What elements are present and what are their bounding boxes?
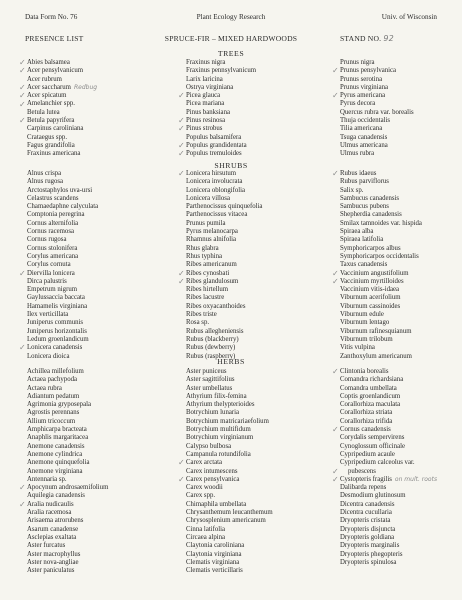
species-name: Lonicera hirsutum [186,170,237,177]
check-mark: ✓ [178,124,185,134]
species-name: Asclepias exaltata [27,533,77,541]
species-name: Corallorhiza striata [340,409,393,417]
species-name: Claytonia caroliniana [186,542,245,550]
handwritten-note: on mult. roots [394,475,438,483]
species-name: Acer rubrum [27,75,62,83]
species-name: Campanula rotundifolia [186,450,251,458]
check-mark: ✓ [332,474,339,484]
species-name: Dryopteris marginalis [340,542,400,550]
species-name: Lonicera involucrata [186,178,243,186]
species-name: Sambucus pubens [340,203,389,211]
species-name: Dalibarda repens [340,484,387,492]
species-name: Lonicera dioica [27,352,70,360]
check-mark: ✓ [19,116,26,126]
species-name: Cornus alternifolia [27,219,79,227]
species-name: Celastrus scandens [27,194,79,202]
trees-column-1 [27,59,97,159]
species-name: Prunus pensylvanica [340,67,397,75]
check-mark: ✓ [178,149,185,159]
species-name: Viburnum edule [340,311,384,319]
species-name: Ilex verticillata [27,311,69,319]
species-name: Corallorhiza maculata [340,401,401,409]
species-name: Viburnum lentago [340,319,390,327]
institution: Univ. of Wisconsin [381,13,437,21]
check-mark: ✓ [178,268,185,278]
check-mark: ✓ [19,268,26,278]
species-name: Anemone virginiana [27,467,83,475]
species-name: Anemone cylindrica [27,450,83,458]
species-name: Aster puniceus [186,368,227,375]
species-name: Cypripedium calceolus var. [340,459,415,467]
species-name: Apocynum androsaemifolium [27,484,109,492]
species-name: Aster nova-angliae [27,558,79,566]
check-mark: ✓ [332,276,339,286]
species-name: Cinna latifolia [186,525,226,533]
species-name: Hamamelis virginiana [27,302,88,310]
section-shrubs: SHRUBS [214,161,248,170]
shrubs-column-2 [186,170,262,361]
species-name: Dicentra cucullaria [340,509,392,517]
species-name: Dryopteris goldiana [340,533,395,541]
species-name: Corylus americana [27,252,79,260]
species-name: Corylus cornuta [27,261,71,269]
species-name: Aster macrophyllus [27,550,81,558]
species-name: Amphicarpa bracteata [27,426,87,434]
species-name: Symphoricarpos albus [340,244,401,252]
check-mark: ✓ [178,276,185,286]
species-name: Clintonia borealis [340,368,389,375]
species-name: Coptis groenlandicum [340,392,401,400]
species-name: Arctostaphylos uva-ursi [27,186,93,194]
shrubs-column-1 [27,170,98,361]
species-name: Chamaedaphne calyculata [27,203,99,211]
check-mark: ✓ [19,483,26,493]
species-name: Chrysosplenium americanum [186,517,266,525]
species-name: Pyrus melanocarpa [186,228,238,236]
check-mark: ✓ [332,66,339,76]
species-name: Ulmus rubra [340,150,375,158]
check-mark: ✓ [178,141,185,150]
species-name: Larix laricina [186,75,223,83]
species-name: Fraxinus nigra [186,59,226,66]
species-name: Crataegus spp. [27,133,68,141]
species-name: Smilax tamnoides var. hispida [340,219,422,227]
species-name: Arisaema atrorubens [27,517,84,525]
check-mark: ✓ [19,343,26,353]
species-name: Picea mariana [186,100,225,108]
species-name: Spiraea alba [340,228,374,236]
species-name: Fagus grandifolia [27,141,75,149]
species-name: Rubus idaeus [340,170,377,177]
species-name: Carex spp. [186,492,216,500]
species-name: Anemone canadensis [27,442,85,450]
species-name: Viburnum cassinoides [340,302,401,310]
species-name: Lonicera canadensis [27,344,83,352]
check-mark: ✓ [178,116,185,126]
species-name: Actaea pachypoda [27,376,78,384]
species-name: Asarum canadense [27,525,79,533]
species-name: Actaea rubra [27,384,62,392]
species-name: Viburnum rafinesquianum [340,327,412,335]
species-name: Chimaphila umbellata [186,500,247,508]
species-name: Cornus rugosa [27,236,67,244]
species-name: Sambucus canadensis [340,194,400,202]
check-mark: ✓ [19,82,26,92]
species-name: Rubus allegheniensis [186,327,244,335]
species-name: Viburnum trilobum [340,335,393,343]
species-name: pubescens [348,467,376,475]
stand-number: 92 [383,34,394,43]
species-name: Rhus glabra [186,244,219,252]
species-name: Botrychium matricariaefolium [186,417,269,425]
trees-column-2 [186,59,256,159]
species-name: Pyrus decora [340,100,376,108]
species-name: Juniperus communis [27,319,84,327]
species-name: Populus tremuloides [186,150,242,158]
check-mark: ✓ [332,268,339,278]
species-name: Ribes hirtellum [186,286,229,294]
check-mark: ✓ [178,169,185,178]
species-name: Zanthoxylum americanum [340,352,412,360]
species-name: Rhamnus alnifolia [186,236,237,244]
species-name: Cystopteris fragilis on mult. roots [340,475,438,483]
species-name: Gaylussaccia baccata [27,294,85,302]
species-name: Vaccinium myrtilloides [340,277,404,285]
species-name: Tsuga canadensis [340,133,388,141]
species-name: Cornus canadensis [340,426,391,434]
species-name: Rubus parviflorus [340,178,389,186]
species-name: Rosa sp. [186,319,210,327]
species-name: Ledum groenlandicum [27,335,89,343]
species-name: Clematis verticillaris [186,567,243,575]
species-name: Thuja occidentalis [340,117,391,125]
species-name: Achillea millefolium [27,368,84,375]
species-name: Aquilegia canadensis [27,492,85,500]
species-name: Cynoglossum officinale [340,442,406,450]
section-trees: TREES [217,49,245,58]
herbs-column-3 [340,368,437,567]
species-name: Populus grandidentata [186,141,247,149]
species-name: Carex woodii [186,484,223,492]
species-name: Anemone quinquefolia [27,459,90,467]
check-mark: ✓ [332,466,339,476]
species-name: Pyrus americana [340,92,386,100]
species-name: Abies balsamea [27,59,70,66]
check-mark: ✓ [19,66,26,76]
species-name: Corydalis sempervirens [340,434,405,442]
species-name: Athyrium thelypterioides [186,401,255,409]
check-mark: ✓ [178,458,185,468]
species-name: Anaphlis margaritacea [27,434,89,442]
species-name: Fraxinus pennsylvanicum [186,67,257,75]
section-herbs: HERBS [217,357,245,366]
species-name: Acer spicatum [27,92,67,100]
species-name: Quercus rubra var. borealis [340,108,414,116]
species-name: Ribes triste [186,311,217,319]
form-title: Plant Ecology Research [196,13,266,21]
species-name: Viburnum acerifolium [340,294,401,302]
species-name: Dicentra canadensis [340,500,395,508]
handwritten-note: Redbug [73,83,98,91]
species-name: Aster sagittifolius [186,376,235,384]
check-mark: ✓ [19,91,26,101]
species-name: Acer pensylvanicum [27,67,84,75]
species-name: Acer saccharum Redbug [27,83,98,91]
species-name: Pinus resinosa [186,117,226,125]
species-name: Parthenocissus vitacea [186,211,248,219]
species-name: Aster furcatus [27,542,66,550]
species-name: Botrychium multifidum [186,426,251,434]
species-name: Spiraea latifolia [340,236,384,244]
species-name: Ribes americanum [186,261,237,269]
species-name: Corallorhiza trifida [340,417,393,425]
check-mark: ✓ [332,169,339,178]
species-name: Prunus serotina [340,75,383,83]
species-name: Betula papyrifera [27,117,75,125]
species-name: Calypso bulbosa [186,442,232,450]
species-name: Botrychium lunaria [186,409,240,417]
species-name: Ribes oxyacanthoides [186,302,246,310]
species-name: Ribes cynosbati [186,269,230,277]
presence-list-label: PRESENCE LIST [25,34,84,43]
check-mark: ✓ [19,58,26,67]
species-name: Betula lutea [27,108,60,116]
check-mark: ✓ [332,425,339,435]
species-name: Prunus pumila [186,219,226,227]
community-type: SPRUCE-FIR – MIXED HARDWOODS [164,34,298,43]
species-name: Carex intumescens [186,467,238,475]
species-name: Ribes lacustre [186,294,225,302]
species-name: Ribes glandulosum [186,277,239,285]
species-name: Prunus nigra [340,59,375,66]
species-name: Athyrium filix-femina [186,392,247,400]
species-name: Comptonia peregrina [27,211,85,219]
species-name: Comandra richardsiana [340,376,404,384]
species-name: Cornus stolonifera [27,244,78,252]
species-name: Pinus strobus [186,125,223,133]
species-name: Tilia americana [340,125,383,133]
species-name: Chrysanthemum leucanthemum [186,509,273,517]
species-name: Cornus racemosa [27,228,74,236]
species-name: Alnus rugosa [27,178,64,186]
species-name: Rubus (raspberry) [186,352,236,360]
herbs-column-1 [27,368,108,575]
species-name: Rubus (blackberry) [186,335,239,343]
species-name: Lonicera oblongifolia [186,186,246,194]
species-name: Allium tricoccum [27,417,76,425]
stand-label: STAND NO. [340,34,382,43]
check-mark: ✓ [19,99,26,109]
species-name: Claytonia virginiana [186,550,242,558]
species-name: Desmodium glutinosum [340,492,406,500]
species-name: Carpinus caroliniana [27,125,84,133]
species-name: Dryopteris cristata [340,517,391,525]
species-name: Dryopteris spinulosa [340,558,397,566]
species-name: Rhus typhina [186,252,223,260]
species-name: Circaea alpina [186,533,226,541]
species-name: Dirca palustris [27,277,67,285]
trees-column-3 [340,59,414,159]
stand-field [340,34,394,43]
species-name: Prunus virginiana [340,83,389,91]
species-name: Vaccinium angustifolium [340,269,409,277]
species-name: Comandra umbellata [340,384,397,392]
species-name: Amelanchier spp. [27,100,75,108]
species-name: Dryopteris phegopteris [340,550,403,558]
species-name: Aster paniculatus [27,567,75,575]
species-name: Rubus (dewberry) [186,344,236,352]
species-name: Pinus banksiana [186,108,230,116]
species-name: Antennaria sp. [27,475,67,483]
species-name: Aster umbellatus [186,384,233,392]
species-name: Alnus crispa [27,170,62,177]
species-name: Agrostis perennans [27,409,80,417]
species-name: Diervilla lonicera [27,269,75,277]
species-name: Vitis vulpina [340,344,375,352]
species-name: Salix sp. [340,186,364,194]
shrubs-column-3 [340,170,422,361]
species-name: Adiantum pedatum [27,392,80,400]
species-name: Lonicera villosa [186,194,230,202]
species-name: Ostrya virginiana [186,83,234,91]
herbs-column-2 [186,368,273,575]
species-name: Fraxinus americana [27,150,81,158]
check-mark: ✓ [332,367,339,376]
check-mark: ✓ [178,474,185,484]
species-name: Juniperus horizontalis [27,327,87,335]
check-mark: ✓ [178,91,185,101]
species-name: Taxus canadensis [340,261,388,269]
check-mark: ✓ [19,499,26,509]
species-name: Symphoricarpos occidentalis [340,252,419,260]
form-number: Data Form No. 76 [25,13,78,21]
species-name: Ulmus americana [340,141,388,149]
species-name: Empetrum nigrum [27,286,78,294]
check-mark: ✓ [332,91,339,101]
species-name: Botrychium virginianum [186,434,254,442]
species-name: Picea glauca [186,92,221,100]
species-name: Aralia nudicaulis [27,500,74,508]
species-name: Vaccinium vitis-idaea [340,286,400,294]
species-name: Cypripedium acaule [340,450,395,458]
species-name: Populus balsamifera [186,133,242,141]
species-name: Shepherdia canadensis [340,211,402,219]
species-name: Agrimonia gryposepala [27,401,91,409]
species-name: Parthenocissus quinquefolia [186,203,263,211]
species-name: Aralia racemosa [27,509,72,517]
species-name: Carex arctata [186,459,223,467]
species-name: Clematis virginiana [186,558,240,566]
species-name: Carex pensylvanica [186,475,240,483]
species-name: Dryopteris disjuncta [340,525,396,533]
